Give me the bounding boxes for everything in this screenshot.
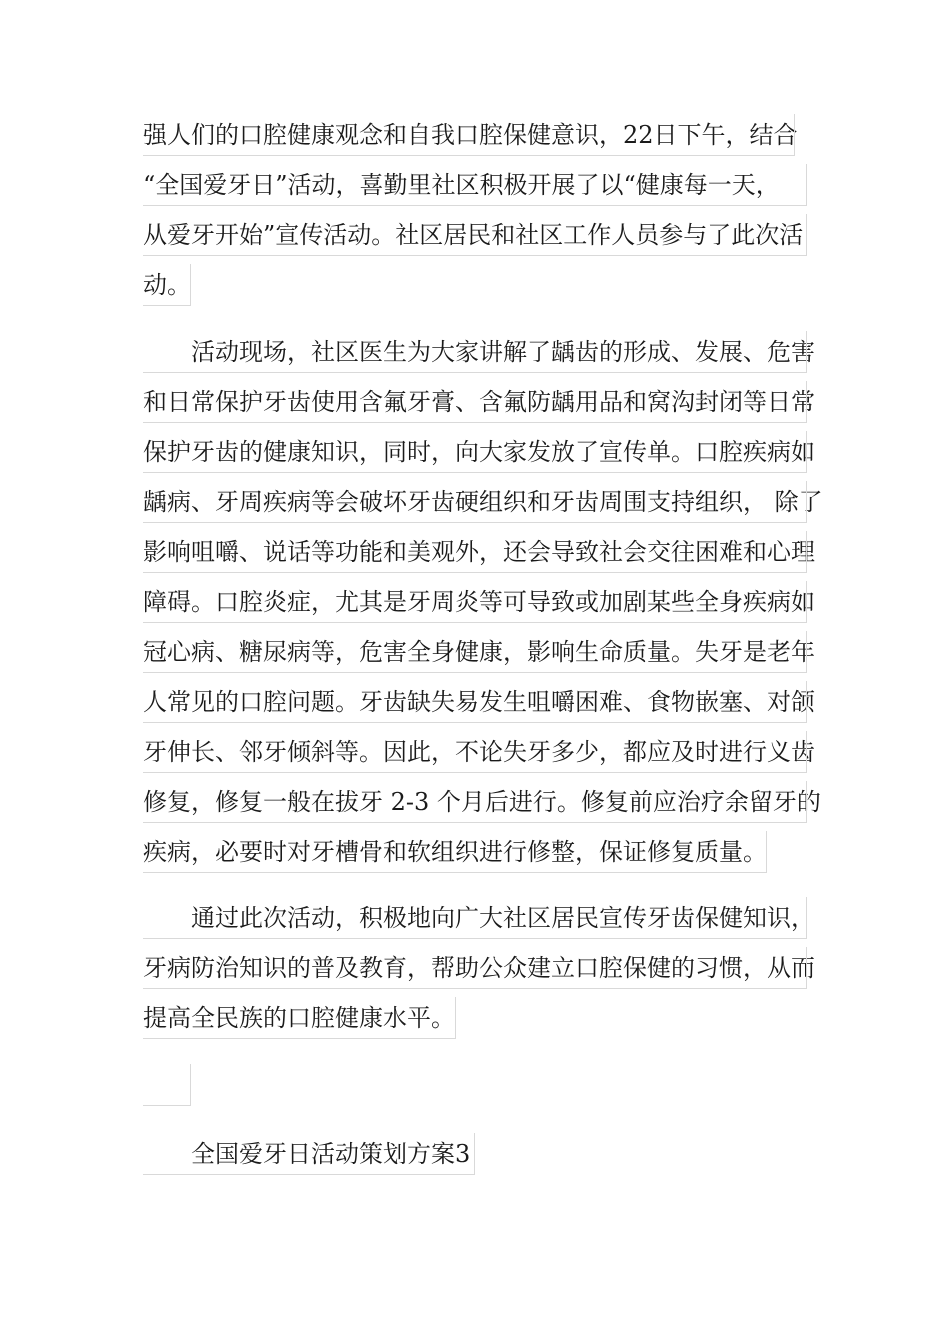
paragraph-line: 影响咀嚼、说话等功能和美观外，还会导致社会交往困难和心理 xyxy=(143,527,807,577)
paragraph-line: “全国爱牙日”活动，喜勤里社区积极开展了以“健康每一天， xyxy=(143,160,807,210)
paragraph-line: 障碍。口腔炎症，尤其是牙周炎等可导致或加剧某些全身疾病如 xyxy=(143,577,807,627)
section-heading xyxy=(143,1129,475,1179)
paragraph-line: 从爱牙开始”宣传活动。社区居民和社区工作人员参与了此次活 xyxy=(143,210,807,260)
paragraph-line: 龋病、牙周疾病等会破坏牙齿硬组织和牙齿周围支持组织， 除了 xyxy=(143,477,807,527)
paragraph-line: 修复，修复一般在拔牙 2-3 个月后进行。修复前应治疗余留牙的 xyxy=(143,777,807,827)
paragraph-line: 和日常保护牙齿使用含氟牙膏、含氟防龋用品和窝沟封闭等日常 xyxy=(143,377,807,427)
paragraph-line: 保护牙齿的健康知识，同时，向大家发放了宣传单。口腔疾病如 xyxy=(143,427,807,477)
paragraph-line: 牙伸长、邻牙倾斜等。因此，不论失牙多少，都应及时进行义齿 xyxy=(143,727,807,777)
paragraph-line: 强人们的口腔健康观念和自我口腔保健意识，22日下午，结合 xyxy=(143,110,795,160)
section-heading-text: 全国爱牙日活动策划方案3 xyxy=(143,1129,475,1179)
paragraph-line: 通过此次活动，积极地向广大社区居民宣传牙齿保健知识， xyxy=(143,893,807,943)
paragraph-line: 提高全民族的口腔健康水平。 xyxy=(143,993,456,1043)
paragraph-2 xyxy=(143,327,823,877)
paragraph-line: 疾病，必要时对牙槽骨和软组织进行修整，保证修复质量。 xyxy=(143,827,767,877)
paragraph-line: 牙病防治知识的普及教育，帮助公众建立口腔保健的习惯，从而 xyxy=(143,943,807,993)
paragraph-line: 活动现场，社区医生为大家讲解了龋齿的形成、发展、危害 xyxy=(143,327,807,377)
paragraph-3 xyxy=(143,893,815,1043)
paragraph-1 xyxy=(143,110,807,310)
paragraph-line: 冠心病、糖尿病等，危害全身健康，影响生命质量。失牙是老年 xyxy=(143,627,807,677)
paragraph-line: 人常见的口腔问题。牙齿缺失易发生咀嚼困难、食物嵌塞、对颌 xyxy=(143,677,807,727)
paragraph-line: 动。 xyxy=(143,260,191,310)
empty-line xyxy=(143,1060,191,1110)
empty-line-box xyxy=(143,1060,191,1110)
